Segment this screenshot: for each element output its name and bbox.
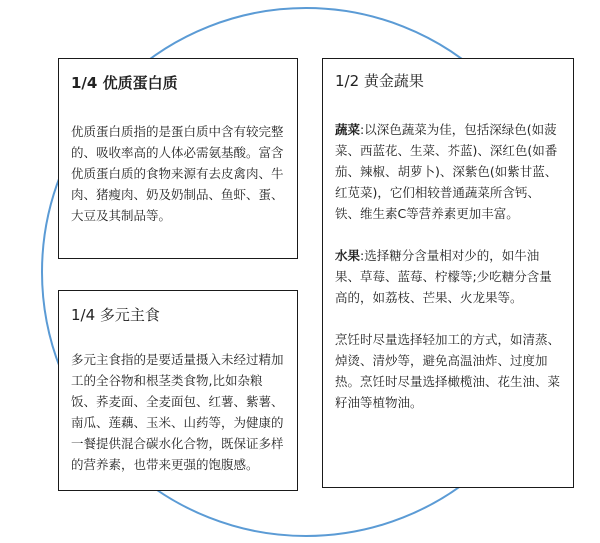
fruit-paragraph — [335, 245, 563, 308]
staple-section-box — [58, 290, 298, 491]
fruit-term: 水果 — [335, 248, 361, 263]
veg-fruit-section-title: 1/2 黄金蔬果 — [335, 72, 424, 90]
protein-section-text: 优质蛋白质指的是蛋白质中含有较完整的、吸收率高的人体必需氨基酸。富含优质蛋白质的食物来源有去皮禽肉、牛肉、猪瘦肉、奶及奶制品、鱼虾、蛋、大豆及其制品等。 — [71, 124, 284, 223]
vegetable-paragraph — [335, 119, 563, 224]
veg-fruit-section-box — [322, 58, 574, 488]
fruit-text: :选择糖分含量相对少的，如牛油果、草莓、蓝莓、柠檬等;少吃糖分含量高的，如荔枝、芒果、火龙果等。 — [335, 248, 552, 305]
staple-section-title: 1/4 多元主食 — [71, 306, 160, 324]
staple-section-text: 多元主食指的是要适量摄入未经过精加工的全谷物和根茎类食物,比如杂粮饭、荞麦面、全麦面包、红薯、紫薯、南瓜、莲藕、玉米、山药等，为健康的一餐提供混合碳水化合物，既保证多样的营养素，也带来更强的饱腹感。 — [71, 352, 284, 472]
cooking-paragraph: 烹饪时尽量选择轻加工的方式，如清蒸、焯烫、清炒等，避免高温油炸、过度加热。烹饪时尽量选择橄榄油、花生油、菜籽油等植物油。 — [335, 332, 561, 410]
protein-section-box — [58, 58, 298, 259]
vegetable-term: 蔬菜 — [335, 122, 361, 137]
protein-section-title: 1/4 优质蛋白质 — [71, 74, 178, 92]
veg-fruit-section-text — [335, 119, 563, 413]
vegetable-text: :以深色蔬菜为佳，包括深绿色(如菠菜、西蓝花、生菜、芥蓝)、深红色(如番茄、辣椒、胡萝卜)、深紫色(如紫甘蓝、红苋菜)，它们相较普通蔬菜所含钙、铁、维生素C等营养素更加丰富。 — [335, 122, 558, 221]
